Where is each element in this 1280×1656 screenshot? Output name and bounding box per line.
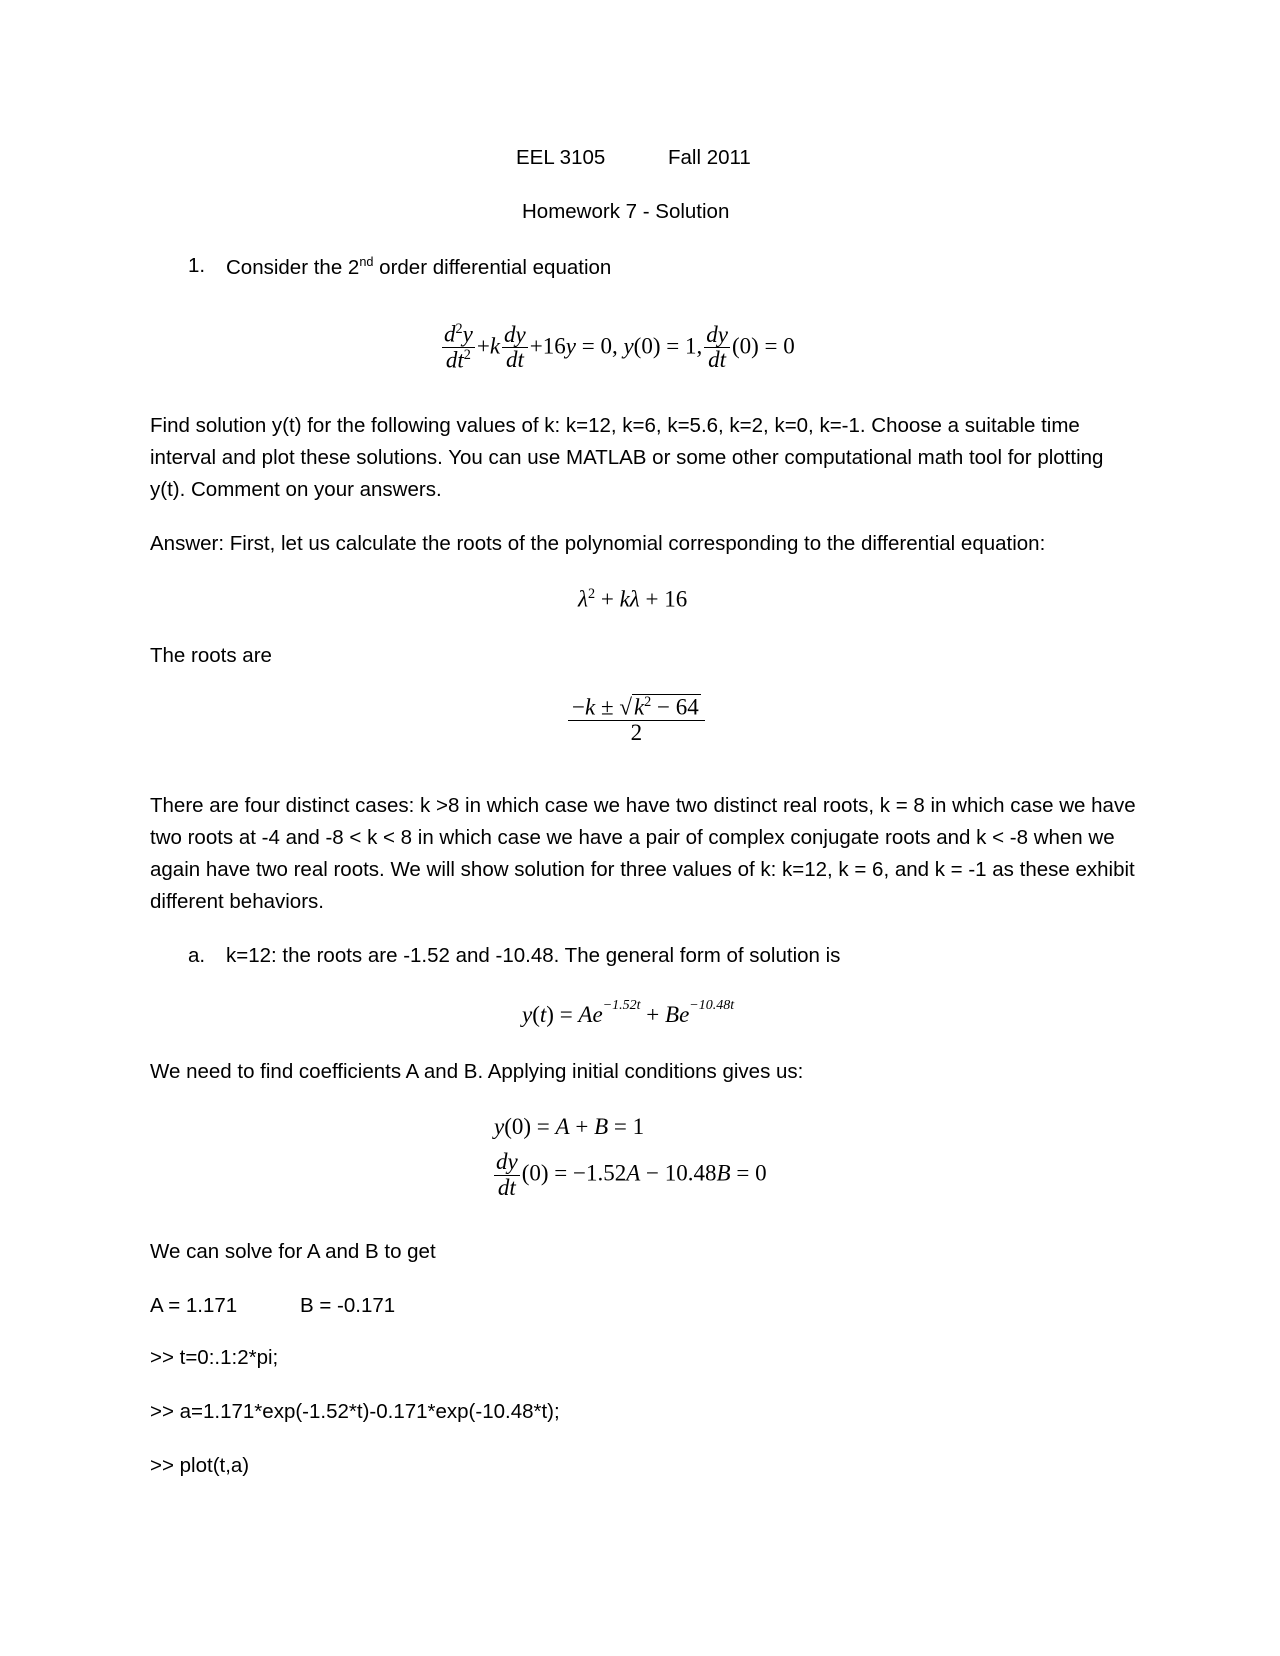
answer-intro: Answer: First, let us calculate the roots of the polynomial corresponding to the differential equation:	[150, 532, 1046, 555]
general-solution: $y(t) = Ae^{-1.52t} + Be^{-10.48t}$	[522, 998, 735, 1027]
problem-intro-rest: order differential equation	[373, 255, 612, 279]
problem-intro	[226, 254, 611, 280]
problem-number: 1.	[188, 254, 206, 277]
initial-condition-1: y(0) = A + B = 1	[494, 1114, 645, 1139]
ordinal-suffix: nd	[359, 254, 374, 269]
problem-intro-text: Consider the 2	[226, 255, 360, 279]
page-title: Homework 7 - Solution	[522, 200, 730, 223]
differential-equation: $\frac{d^2y}{dt^2}$ +k $\frac{dy}{dt}$ +16y = 0, y(0) = 1, $\frac{dy}{dt}$ (0) = 0	[444, 321, 795, 374]
coefficient-b: B = -0.171	[300, 1294, 396, 1317]
course-code: EEL 3105	[516, 146, 606, 169]
code-line: >> t=0:.1:2*pi;	[150, 1346, 279, 1369]
solve-text: We can solve for A and B to get	[150, 1240, 436, 1263]
part-a-text: k=12: the roots are -1.52 and -10.48. The general form of solution is	[226, 944, 841, 967]
roots-label: The roots are	[150, 644, 272, 667]
coefficients-text: We need to find coefficients A and B. Applying initial conditions gives us:	[150, 1060, 804, 1083]
problem-task: Find solution y(t) for the following values of k: k=12, k=6, k=5.6, k=2, k=0, k=-1. Choose a suitable time interval and plot these solutions. You can use MATLAB or some other computational math tool for plotting y(t). Comment on your answers.	[150, 414, 1104, 501]
code-line: >> plot(t,a)	[150, 1454, 250, 1477]
characteristic-polynomial: $\lambda^2 + k\lambda + 16$	[578, 586, 688, 612]
coefficient-a: A = 1.171	[150, 1294, 238, 1317]
initial-condition-2: $\frac{dy}{dt}$ (0) = −1.52A − 10.48B = 0	[496, 1149, 767, 1200]
part-a-label: a.	[188, 944, 206, 967]
term: Fall 2011	[668, 146, 751, 169]
cases-paragraph: There are four distinct cases: k >8 in which case we have two distinct real roots, k = 8 in which case we have two roots at -4 and -8 < k < 8 in which case we have a pair of complex conjugate roots and k < -8 when we again have two real roots. We will show solution for three values of k: k=12, k = 6, and k = -1 as these exhibit different behaviors.	[150, 794, 1136, 913]
roots-formula: $\frac{-k \pm √k^2 - 64}{2}$	[566, 694, 707, 746]
code-line: >> a=1.171*exp(-1.52*t)-0.171*exp(-10.48*t);	[150, 1400, 560, 1423]
